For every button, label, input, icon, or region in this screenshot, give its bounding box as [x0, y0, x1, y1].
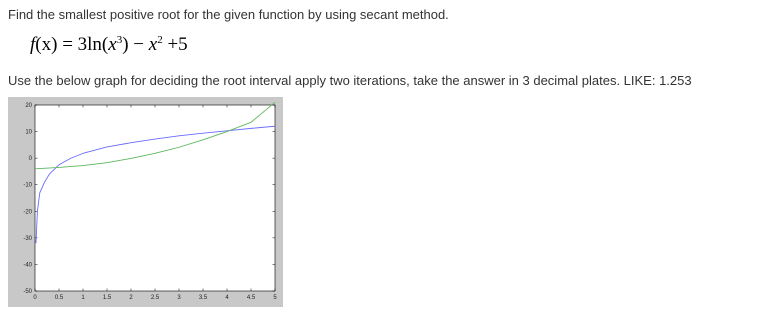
function-graph-figure — [8, 97, 283, 307]
y-tick-label: -20 — [23, 209, 32, 216]
y-tick-label: 20 — [25, 103, 32, 109]
formula-log-variable: x — [108, 34, 117, 55]
x-tick-label: 3.5 — [198, 295, 208, 301]
question-instruction-text: Find the smallest positive root for the given function by using secant method. — [8, 7, 449, 22]
formula-log-exponent: 3 — [116, 34, 123, 46]
y-tick-label: -30 — [23, 235, 32, 242]
formula-square-variable: x — [148, 34, 158, 55]
x-tick-label: 2 — [129, 295, 133, 301]
x-tick-label: 3 — [177, 295, 181, 301]
y-tick-label: 0 — [28, 156, 32, 163]
y-tick-label: -50 — [23, 289, 32, 295]
formula-minus: ) − — [122, 34, 149, 55]
function-formula — [30, 33, 188, 57]
x-tick-label: 5 — [273, 295, 277, 301]
formula-square-exponent: 2 — [157, 34, 163, 46]
y-tick-label: -40 — [23, 262, 32, 269]
function-graph — [8, 97, 283, 307]
formula-argument: (x) — [35, 34, 58, 55]
question-graph-instruction-text: Use the below graph for deciding the root interval apply two iterations, take the answer in 3 decimal plates. LIKE: 1.253 — [8, 73, 692, 88]
x-tick-label: 4.5 — [246, 295, 256, 301]
x-tick-label: 0 — [33, 295, 37, 301]
x-tick-label: 1 — [81, 295, 85, 301]
x-tick-label: 1.5 — [102, 295, 112, 301]
formula-function-name: f — [30, 34, 36, 55]
x-tick-label: 0.5 — [54, 295, 64, 301]
formula-constant: +5 — [162, 34, 188, 55]
x-tick-label: 4 — [225, 295, 229, 301]
x-tick-label: 2.5 — [150, 295, 160, 301]
y-tick-label: 10 — [25, 129, 32, 136]
y-tick-label: -10 — [23, 182, 32, 189]
formula-log-term: = 3ln( — [57, 34, 109, 55]
plot-area — [35, 105, 275, 291]
